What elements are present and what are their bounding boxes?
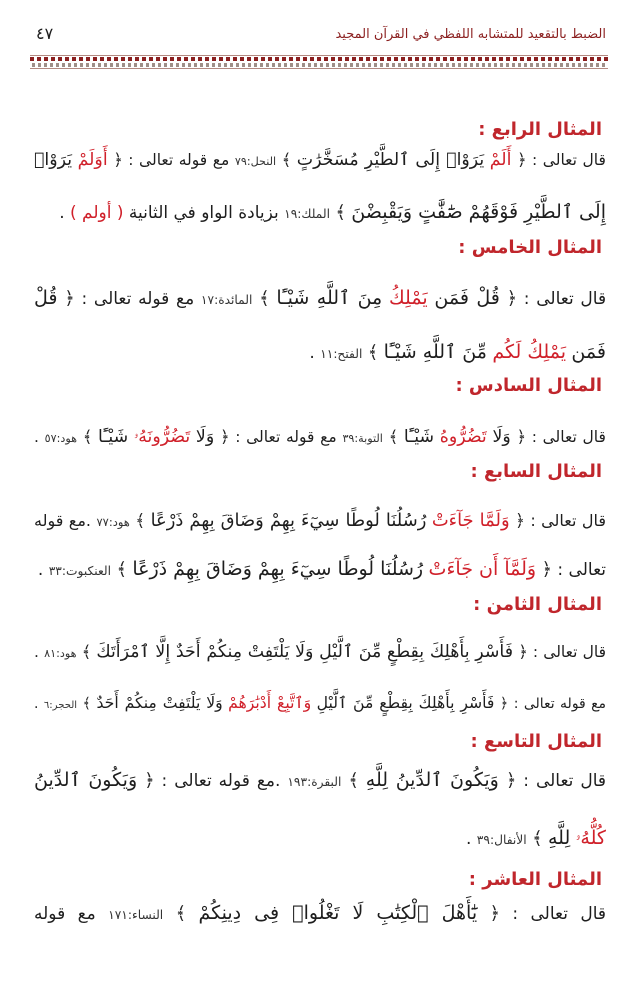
quran-verse-text: وَلَا: [492, 427, 511, 447]
text-line: [34, 549, 606, 589]
text-line: [34, 417, 606, 457]
body-text: .: [34, 428, 39, 446]
body-text: مع قوله تعالى :: [235, 428, 337, 446]
highlighted-verse-words: تَضُرُّونَهُۥ: [133, 427, 191, 447]
highlighted-verse-words: أَلَمْ: [489, 150, 512, 170]
ornate-bracket: ﴾: [335, 202, 346, 223]
highlighted-verse-words: وَلَمَّآ أَن جَآءَتْ: [428, 558, 537, 580]
highlighted-verse-words: أَوَلَمْ: [77, 150, 108, 170]
ornate-bracket: ﴿: [499, 695, 509, 712]
highlighted-note: ( أولم ): [70, 203, 124, 223]
surah-reference: الملك:١٩: [284, 207, 330, 221]
surah-reference: هود:٥٧: [44, 432, 78, 445]
body-text: مع قوله: [34, 904, 96, 924]
ornate-bracket: ﴾: [116, 559, 127, 580]
ornate-bracket: ﴾: [367, 342, 379, 363]
text-line: [34, 683, 606, 723]
text-line: [34, 192, 606, 232]
highlighted-verse-words: كُلُّهُۥ: [575, 827, 606, 849]
text-line: [34, 893, 606, 933]
highlighted-verse-words: يَمْلِكُ لَكُم: [492, 341, 566, 363]
text-line: [34, 818, 606, 858]
ornate-bracket: ﴿: [505, 770, 517, 791]
highlighted-verse-words: تَضُرُّوهُ: [439, 427, 487, 447]
body-text: .: [309, 343, 315, 363]
body-text: .: [34, 643, 39, 661]
ornate-bracket: ﴾: [281, 150, 292, 169]
body-text: مع قوله تعالى :: [128, 151, 230, 169]
page-number: ٤٧: [36, 24, 54, 43]
text-line: [34, 632, 606, 672]
ornate-bracket: ﴾: [175, 903, 187, 924]
body-text: تعالى :: [557, 560, 606, 580]
surah-reference: الأنفال:٣٩: [476, 833, 527, 847]
body-text: .: [37, 560, 44, 580]
quran-verse-text: شَيْـًٔا: [403, 427, 435, 447]
ornate-bracket: ﴿: [515, 510, 525, 530]
ornate-bracket: ﴿: [219, 427, 230, 446]
surah-reference: هود:٧٧: [96, 515, 130, 529]
body-text: .: [465, 829, 472, 849]
example-heading: المثال السادس :: [455, 375, 602, 396]
quran-verse-text: شَيْـًٔا: [97, 427, 129, 447]
running-header-title: الضبط بالتقعيد للمتشابه اللفظي في القرآن المجيد: [335, 27, 606, 42]
surah-reference: الحجر:٦: [43, 700, 78, 711]
body-text: قال تعالى :: [532, 643, 606, 661]
ornate-bracket: ﴾: [348, 770, 359, 791]
highlighted-verse-words: وَٱتَّبِعْ أَدْبَٰرَهُمْ: [228, 693, 312, 712]
body-text: قال تعالى :: [530, 511, 607, 530]
quran-verse-text: لِلَّهِ: [547, 827, 571, 849]
surah-reference: التوبة:٣٩: [342, 432, 383, 445]
body-text: قال تعالى :: [523, 771, 607, 791]
surah-reference: الفتح:١١: [320, 347, 363, 361]
highlighted-verse-words: يَمْلِكُ: [389, 287, 428, 309]
body-text: قال تعالى :: [531, 428, 606, 446]
text-line: [34, 278, 606, 318]
surah-reference: العنكبوت:٣٣: [48, 564, 112, 578]
text-line: [34, 760, 606, 800]
decorative-header-rule: [30, 55, 608, 69]
surah-reference: البقرة:١٩٣: [287, 775, 342, 789]
quran-verse-text: وَيَكُونَ ٱلدِّينُ لِلَّهِ: [365, 769, 499, 791]
ornate-bracket: ﴿: [64, 288, 75, 309]
example-heading: المثال العاشر :: [468, 869, 602, 890]
ornate-bracket: ﴾: [388, 427, 399, 446]
example-heading: المثال السابع :: [470, 461, 602, 482]
quran-verse-text: إِلَى ٱلطَّيْرِ فَوْقَهُمْ صَٰٓفَّٰتٍ وَيَقْبِضْنَ: [351, 201, 606, 223]
quran-verse-text: وَلَا يَلْتَفِتْ مِنكُمْ أَحَدٌ: [96, 693, 223, 712]
example-heading: المثال التاسع :: [470, 731, 602, 752]
body-text: .: [34, 696, 39, 712]
ornate-bracket: ﴿: [506, 288, 518, 309]
body-text: .مع قوله تعالى :: [161, 771, 281, 791]
quran-verse-text: قُلْ: [34, 287, 58, 309]
body-text: قال تعالى :: [532, 151, 606, 169]
quran-verse-text: رُسُلُنَا لُوطًا سِيٓءَ بِهِمْ وَضَاقَ بِهِمْ ذَرْعًا: [132, 558, 424, 580]
body-text: بزيادة الواو في الثانية: [128, 203, 279, 223]
example-heading: المثال الرابع :: [478, 119, 602, 140]
body-text: قال تعالى :: [523, 289, 607, 309]
body-text: .مع قوله: [34, 511, 91, 530]
body-text: .: [59, 203, 65, 223]
ornate-bracket: ﴿: [518, 642, 528, 661]
text-line: [34, 140, 606, 180]
ornate-bracket: ﴿: [541, 559, 552, 580]
quran-verse-text: فَأَسْرِ بِأَهْلِكَ بِقِطْعٍ مِّنَ ٱلَّيْلِ: [316, 693, 495, 712]
text-line: [34, 332, 606, 372]
quran-verse-text: يَٰٓأَهْلَ ٱلْكِتَٰبِ لَا تَغْلُوا۟ فِى دِينِكُمْ: [198, 902, 478, 924]
ornate-bracket: ﴾: [82, 427, 93, 446]
surah-reference: النحل:٧٩: [234, 155, 277, 168]
ornate-bracket: ﴾: [82, 695, 92, 712]
ornate-bracket: ﴾: [81, 642, 92, 661]
ornate-bracket: ﴿: [516, 150, 527, 169]
ornate-bracket: ﴿: [113, 150, 123, 169]
quran-verse-text: مِّنَ ٱللَّهِ شَيْـًٔا: [383, 341, 487, 363]
quran-verse-text: مِنَ ٱللَّهِ شَيْـًٔا: [276, 287, 383, 309]
body-text: قال تعالى :: [512, 904, 607, 924]
quran-verse-text: يَرَوْا۟ إِلَى ٱلطَّيْرِ مُسَخَّرَٰتٍ: [296, 150, 485, 170]
text-line: [34, 500, 606, 540]
example-heading: المثال الثامن :: [473, 594, 602, 615]
quran-verse-text: يَرَوْا۟: [34, 150, 73, 170]
quran-verse-text: رُسُلُنَا لُوطًا سِيٓءَ بِهِمْ وَضَاقَ بِهِمْ ذَرْعًا: [150, 510, 427, 531]
ornate-bracket: ﴾: [259, 288, 270, 309]
body-text: مع قوله تعالى :: [513, 696, 607, 712]
surah-reference: النساء:١٧١: [108, 908, 164, 922]
ornate-bracket: ﴿: [144, 770, 155, 791]
ornate-bracket: ﴿: [489, 903, 500, 924]
quran-verse-text: فَمَن: [571, 341, 606, 363]
quran-verse-text: وَيَكُونَ ٱلدِّينُ: [34, 769, 138, 791]
quran-verse-text: قُلْ فَمَن: [434, 287, 500, 309]
quran-verse-text: وَلَا: [195, 427, 215, 447]
ornate-bracket: ﴿: [516, 427, 526, 446]
ornate-bracket: ﴾: [135, 510, 146, 530]
surah-reference: هود:٨١: [44, 647, 77, 660]
highlighted-verse-words: وَلَمَّا جَآءَتْ: [431, 510, 510, 531]
body-text: مع قوله تعالى :: [81, 289, 195, 309]
surah-reference: المائدة:١٧: [200, 293, 253, 307]
ornate-bracket: ﴾: [532, 828, 543, 849]
example-heading: المثال الخامس :: [458, 237, 602, 258]
quran-verse-text: فَأَسْرِ بِأَهْلِكَ بِقِطْعٍ مِّنَ ٱلَّيْلِ وَلَا يَلْتَفِتْ مِنكُمْ أَحَدٌ إِلَّا ٱمْرَأَتَكَ: [96, 642, 514, 662]
